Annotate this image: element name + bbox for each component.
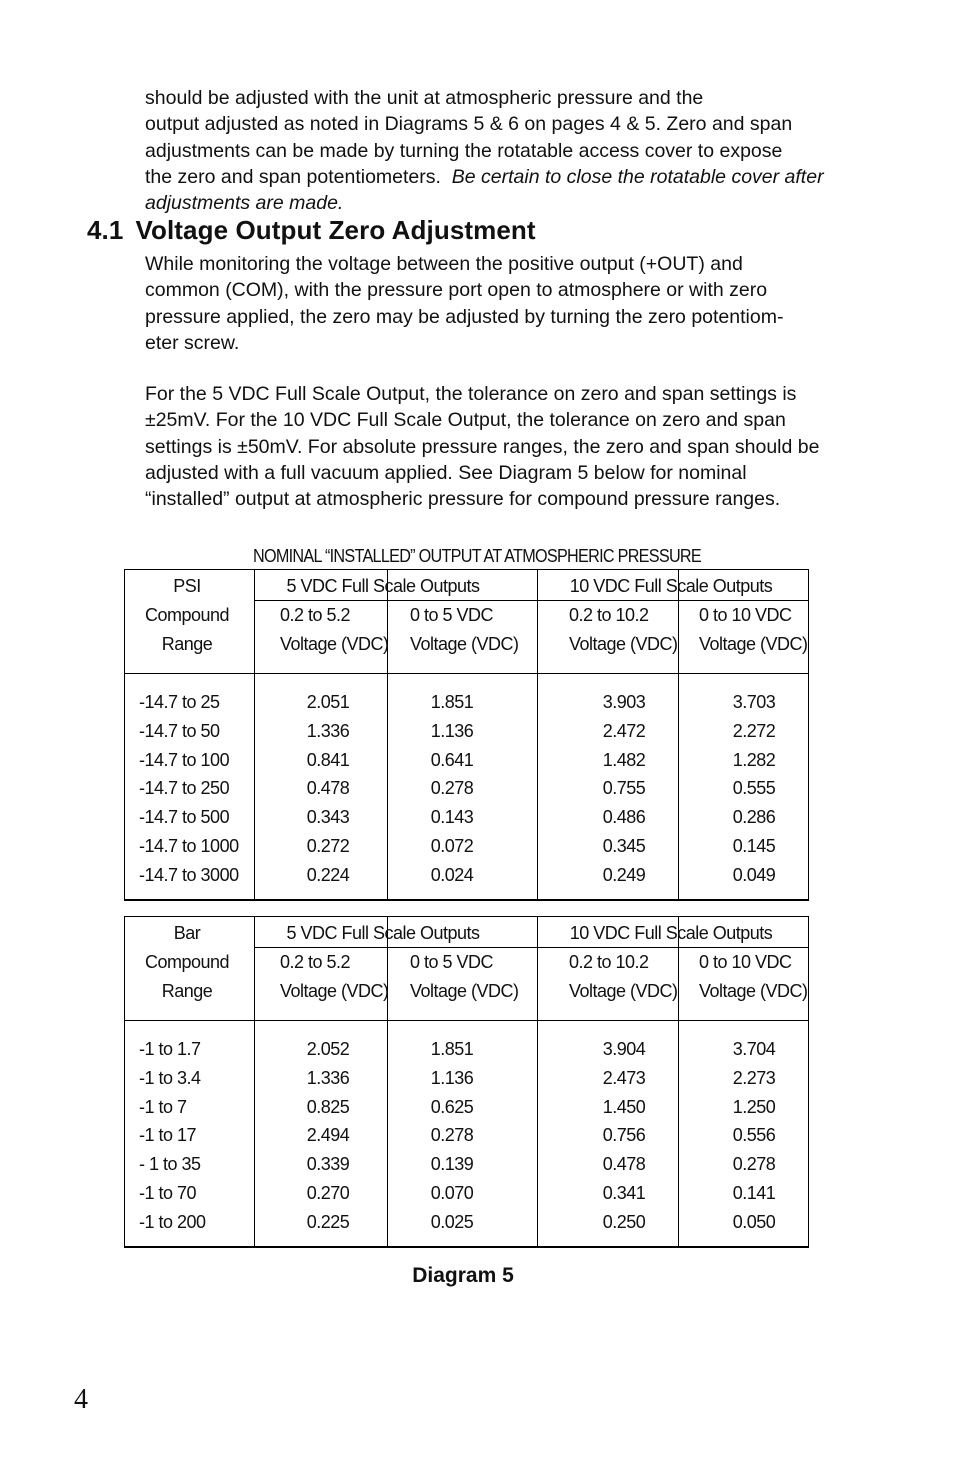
table-cell-value: 0.145 [732, 836, 776, 856]
diagram-label: Diagram 5 [412, 1264, 514, 1287]
table-cell-value: 1.336 [306, 1067, 350, 1088]
table-cell-value: 2.273 [732, 1067, 776, 1088]
paragraph-line: settings is ±50mV. For absolute pressure ranges, the zero and span should be [145, 435, 820, 458]
table-cell-value: 3.704 [732, 1039, 776, 1059]
column-header-range: 0 to 5 VDC [410, 952, 494, 972]
range-header-line: Range [161, 981, 213, 1001]
column-header-range: 0.2 to 5.2 [280, 605, 351, 625]
table-cell-value: 0.278 [430, 1125, 474, 1146]
table-cell-value: 1.136 [430, 1067, 474, 1088]
column-header-range: 0.2 to 10.2 [569, 605, 649, 625]
table-cell-range: -1 to 200 [139, 1211, 206, 1232]
table-cell-value: 0.249 [602, 864, 646, 885]
table-cell-range: -14.7 to 250 [139, 778, 230, 799]
table-column-divider [537, 917, 538, 1246]
table-cell-value: 1.482 [602, 749, 646, 770]
column-header-range: 0 to 10 VDC [699, 952, 792, 972]
table-cell-range: -14.7 to 1000 [139, 836, 239, 856]
intro-line [145, 164, 845, 190]
table-cell-value: 1.136 [430, 720, 474, 741]
table-cell-value: 1.851 [430, 692, 474, 712]
column-header-unit: Voltage (VDC) [699, 634, 808, 654]
table-column-divider [537, 570, 538, 899]
table-caption: NOMINAL “INSTALLED” OUTPUT AT ATMOSPHERIC PRESSURE [252, 546, 701, 566]
paragraph-line: ±25mV. For the 10 VDC Full Scale Output, the tolerance on zero and span [145, 409, 786, 432]
table-column-divider [254, 917, 255, 1246]
table-cell-value: 0.486 [602, 807, 646, 828]
table-cell-value: 2.472 [602, 720, 646, 741]
paragraph-line: common (COM), with the pressure port open to atmosphere or with zero [145, 279, 768, 302]
table-cell-value: 0.070 [430, 1183, 474, 1203]
paragraph-zero-adjust [145, 251, 845, 356]
group-header-10vdc: 10 VDC Full Scale Outputs [569, 576, 773, 596]
paragraph-line: eter screw. [145, 331, 240, 354]
table-cell-range: - 1 to 35 [139, 1154, 201, 1175]
table-cell-value: 0.270 [306, 1183, 350, 1203]
column-header-unit: Voltage (VDC) [569, 634, 678, 654]
table-group-underline [254, 947, 809, 948]
column-header-unit: Voltage (VDC) [410, 981, 519, 1001]
column-header-range: 0 to 5 VDC [410, 605, 494, 625]
table-cell-value: 0.756 [602, 1125, 646, 1146]
paragraph-tolerance [145, 381, 865, 512]
table-cell-value: 0.139 [430, 1154, 474, 1175]
table-column-divider [254, 570, 255, 899]
table-cell-range: -14.7 to 500 [139, 807, 230, 828]
column-header-range: 0 to 10 VDC [699, 605, 792, 625]
table-column-divider [387, 570, 388, 899]
intro-italic-note-cont: adjustments are made. [145, 192, 344, 215]
intro-paragraph [145, 85, 845, 216]
paragraph-line: adjusted with a full vacuum applied. See Diagram 5 below for nominal [145, 461, 747, 484]
table-cell-value: 0.278 [430, 778, 474, 799]
intro-line: adjustments can be made by turning the rotatable access cover to expose [145, 139, 783, 162]
table-cell-value: 0.049 [732, 864, 776, 885]
range-unit-header: PSI [173, 576, 201, 596]
table-cell-value: 2.052 [306, 1039, 350, 1059]
table-cell-range: -14.7 to 25 [139, 692, 220, 712]
table-cell-value: 1.250 [732, 1096, 776, 1117]
table-cell-value: 0.341 [602, 1183, 646, 1203]
column-header-range: 0.2 to 10.2 [569, 952, 649, 972]
table-cell-value: 0.225 [306, 1211, 350, 1232]
table-cell-range: -14.7 to 100 [139, 749, 230, 770]
table-cell-value: 3.904 [602, 1039, 646, 1059]
table-cell-value: 0.555 [732, 778, 776, 799]
range-header-line: Compound [144, 952, 230, 972]
table-cell-range: -1 to 70 [139, 1183, 197, 1203]
table-cell-value: 0.024 [430, 864, 474, 885]
intro-italic-note: Be certain to close the rotatable cover after [451, 165, 824, 188]
table-cell-range: -14.7 to 3000 [139, 864, 239, 885]
table-cell-value: 0.050 [732, 1211, 776, 1232]
column-header-unit: Voltage (VDC) [569, 981, 678, 1001]
table-cell-value: 0.478 [306, 778, 350, 799]
table-cell-value: 2.051 [306, 692, 350, 712]
table-cell-value: 0.755 [602, 778, 646, 799]
bar-output-table [124, 916, 809, 1248]
intro-line: should be adjusted with the unit at atmospheric pressure and the [145, 87, 704, 109]
paragraph-line: “installed” output at atmospheric pressure for compound pressure ranges. [145, 488, 781, 511]
table-cell-value: 1.450 [602, 1096, 646, 1117]
table-cell-range: -1 to 3.4 [139, 1067, 201, 1088]
range-header-line: Range [161, 634, 213, 654]
table-column-divider [387, 917, 388, 1246]
table-column-divider [678, 570, 679, 899]
table-cell-value: 0.625 [430, 1096, 474, 1117]
table-cell-value: 0.250 [602, 1211, 646, 1232]
table-cell-value: 0.286 [732, 807, 776, 828]
table-cell-value: 0.339 [306, 1154, 350, 1175]
table-cell-value: 0.072 [430, 836, 474, 856]
group-header-5vdc: 5 VDC Full Scale Outputs [286, 576, 480, 596]
column-header-unit: Voltage (VDC) [280, 634, 389, 654]
table-cell-value: 0.478 [602, 1154, 646, 1175]
table-cell-range: -1 to 17 [139, 1125, 197, 1146]
table-cell-value: 1.851 [430, 1039, 474, 1059]
table-cell-value: 0.025 [430, 1211, 474, 1232]
group-header-10vdc: 10 VDC Full Scale Outputs [569, 923, 773, 943]
table-cell-value: 0.841 [306, 749, 350, 770]
column-header-range: 0.2 to 5.2 [280, 952, 351, 972]
table-cell-value: 0.556 [732, 1125, 776, 1146]
column-header-unit: Voltage (VDC) [280, 981, 389, 1001]
paragraph-line: pressure applied, the zero may be adjusted by turning the zero potentiom- [145, 305, 784, 328]
table-cell-value: 3.703 [732, 692, 776, 712]
table-cell-range: -1 to 1.7 [139, 1039, 201, 1059]
table-header-rule [125, 1020, 808, 1021]
section-number: 4.1 [87, 215, 124, 245]
psi-output-table [124, 569, 809, 901]
paragraph-line: While monitoring the voltage between the positive output (+OUT) and [145, 253, 743, 275]
table-cell-value: 0.343 [306, 807, 350, 828]
table-cell-range: -1 to 7 [139, 1096, 187, 1117]
table-cell-value: 2.272 [732, 720, 776, 741]
table-cell-value: 0.141 [732, 1183, 776, 1203]
table-cell-value: 3.903 [602, 692, 646, 712]
intro-line: output adjusted as noted in Diagrams 5 & 6 on pages 4 & 5. Zero and span [145, 113, 793, 136]
column-header-unit: Voltage (VDC) [410, 634, 519, 654]
table-cell-value: 0.641 [430, 749, 474, 770]
page-number: 4 [74, 1384, 88, 1415]
range-unit-header: Bar [173, 923, 201, 943]
group-header-5vdc: 5 VDC Full Scale Outputs [286, 923, 480, 943]
table-cell-value: 2.494 [306, 1125, 350, 1146]
table-header-rule [125, 673, 808, 674]
section-heading [87, 215, 536, 246]
intro-line [145, 190, 845, 216]
table-cell-value: 0.278 [732, 1154, 776, 1175]
table-cell-value: 2.473 [602, 1067, 646, 1088]
intro-line-text: the zero and span potentiometers. [145, 165, 441, 188]
section-title: Voltage Output Zero Adjustment [135, 215, 536, 245]
range-header-line: Compound [144, 605, 230, 625]
table-group-underline [254, 600, 809, 601]
paragraph-line: For the 5 VDC Full Scale Output, the tolerance on zero and span settings is [145, 383, 797, 405]
table-cell-value: 1.282 [732, 749, 776, 770]
column-header-unit: Voltage (VDC) [699, 981, 808, 1001]
table-cell-value: 0.825 [306, 1096, 350, 1117]
table-cell-value: 1.336 [306, 720, 350, 741]
table-cell-value: 0.224 [306, 864, 350, 885]
table-column-divider [678, 917, 679, 1246]
table-cell-range: -14.7 to 50 [139, 720, 220, 741]
table-cell-value: 0.143 [430, 807, 474, 828]
table-cell-value: 0.272 [306, 836, 350, 856]
table-cell-value: 0.345 [602, 836, 646, 856]
